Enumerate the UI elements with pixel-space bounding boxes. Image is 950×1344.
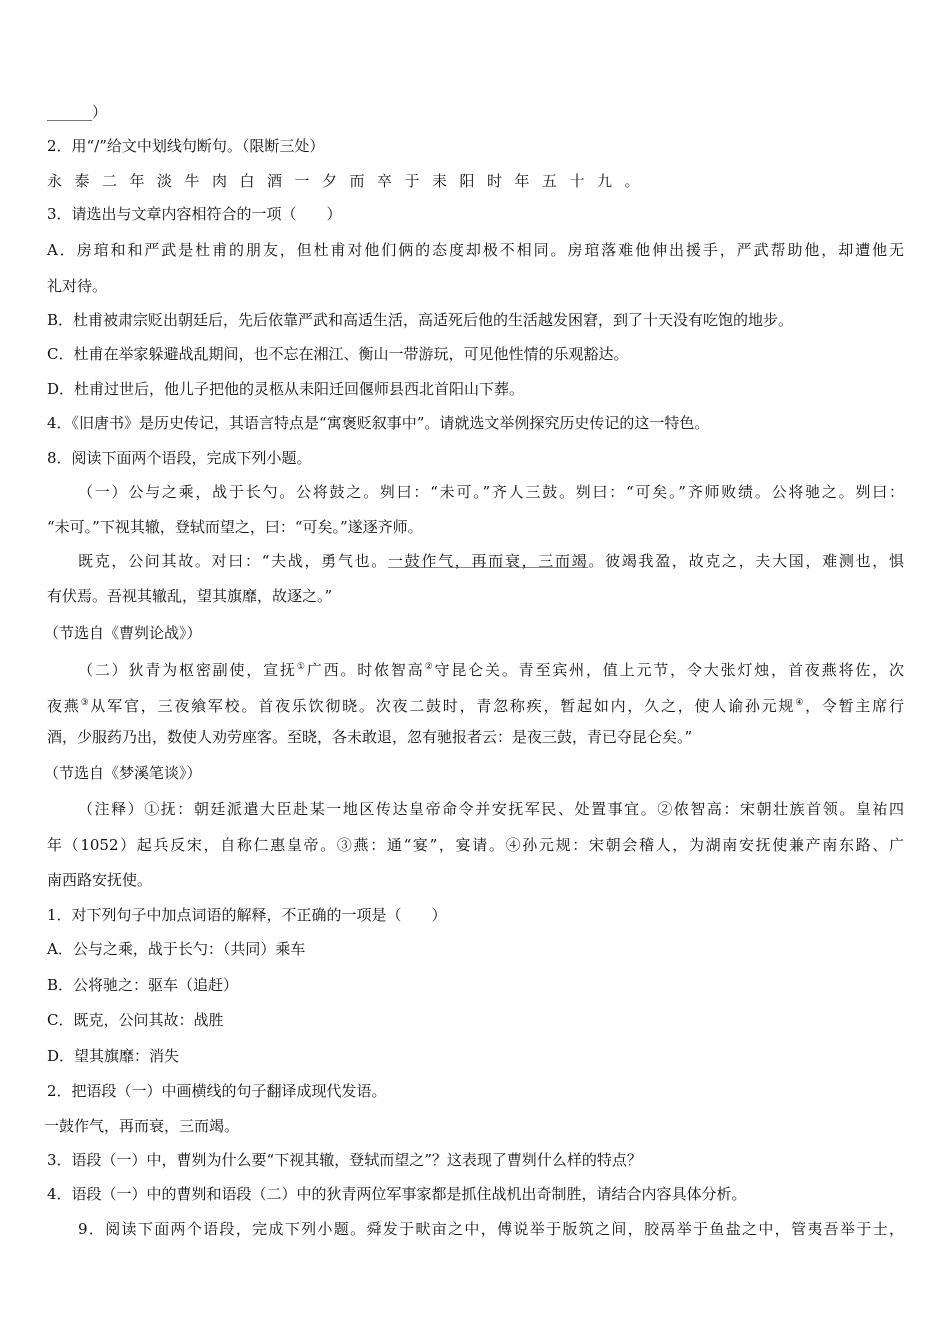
question-9: 9．阅读下面两个语段，完成下列小题。舜发于畎亩之中，傅说举于版筑之间，胶鬲举于鱼盐之中，管夷吾举于士， — [78, 1220, 904, 1238]
subquestion-2-text: 一鼓作气，再而衰，三而竭。 — [44, 1117, 240, 1135]
passage-text: ，令暂主席行 — [805, 697, 904, 715]
passage-3-line3: 酒，少服药乃出，数使人劝劳座客。至晓，各未敢退，忽有驰报者云：是夜三鼓，青已夺昆仑矣。” — [47, 728, 693, 746]
notes-line1: （注释）①抚：朝廷派遣大臣赴某一地区传达皇帝命令并安抚军民、处置事宜。②侬智高：宋朝壮族首领。皇祐四 — [78, 800, 904, 818]
source-2: （节选自《梦溪笔谈》） — [44, 764, 202, 782]
passage-text: 。彼竭我盈，故克之，夫大国，难测也，惧 — [588, 552, 904, 570]
passage-text: 既克，公问其故。对曰：“夫战，勇气也。 — [78, 552, 388, 570]
subquestion-1: 1．对下列句子中加点词语的解释，不正确的一项是（ ） — [47, 906, 447, 924]
option-1a: A．公与之乘，战于长勺：（共同）乘车 — [47, 940, 306, 958]
footnote-marker: ③ — [80, 698, 91, 708]
footnote-marker: ② — [424, 662, 435, 672]
option-3a-line1: A．房琯和和严武是杜甫的朋友，但杜甫对他们俩的态度却极不相同。房琯落难他伸出援手，严武帮助他，却遭他无 — [47, 241, 904, 259]
passage-text: （二）狄青为枢密副使，宣抚 — [78, 661, 297, 679]
passage-3-line1 — [78, 657, 904, 680]
passage-3-line2 — [47, 693, 904, 716]
footnote-marker: ① — [296, 662, 307, 672]
option-1b: B．公将驰之：驱车（追赶） — [47, 976, 239, 994]
notes-line2: 年（1052）起兵反宋，自称仁惠皇帝。③燕：通“宴”，宴请。④孙元规：宋朝会稽人，为湖南安抚使兼产南东路、广 — [47, 836, 904, 854]
option-3c: C．杜甫在举家躲避战乱期间，也不忘在湘江、衡山一带游玩，可见他性情的乐观豁达。 — [47, 345, 629, 363]
notes-line3: 南西路安抚使。 — [47, 871, 153, 889]
passage-text: 从军官，三夜飨军校。首夜乐饮彻晓。次夜二鼓时，青忽称疾，暂起如内，久之，使人谕孙元规 — [90, 697, 796, 715]
subquestion-2: 2．把语段（一）中画横线的句子翻译成现代发语。 — [47, 1082, 387, 1100]
question-8: 8．阅读下面两个语段，完成下列小题。 — [47, 449, 312, 467]
passage-text: 夜燕 — [47, 697, 81, 715]
passage-2-line1 — [78, 551, 904, 571]
question-3: 3．请选出与文章内容相符合的一项（ ） — [47, 205, 342, 223]
option-3d: D．杜甫过世后，他儿子把他的灵柩从耒阳迁回偃师县西北首阳山下葬。 — [47, 380, 525, 398]
passage-1-line1: （一）公与之乘，战于长勺。公将鼓之。刿曰：“未可。”齐人三鼓。刿曰：“可矣。”齐师败绩。公将驰之。刿曰： — [78, 483, 904, 501]
source-1: （节选自《曹刿论战》） — [44, 624, 202, 642]
passage-text: 广西。时侬智高 — [306, 661, 425, 679]
passage-text: 守昆仑关。青至宾州，值上元节，令大张灯烛，首夜燕将佐，次 — [434, 661, 904, 679]
question-2: 2．用“/”给文中划线句断句。（限断三处） — [47, 137, 325, 155]
passage-2-line2: 有伏焉。吾视其辙乱，望其旗靡，故逐之。” — [47, 587, 333, 605]
answer-blank: ______） — [47, 103, 108, 121]
passage-1-line2: “未可。”下视其辙，登轼而望之，曰：“可矣。”遂逐齐师。 — [47, 518, 423, 536]
option-3a-line2: 礼对待。 — [47, 277, 108, 295]
option-1c: C．既克，公问其故：战胜 — [47, 1011, 224, 1029]
underlined-sentence: 一鼓作气，再而衰，三而竭 — [387, 552, 589, 570]
question-2-text: 永泰二年淡牛肉白酒一夕而卒于耒阳时年五十九。 — [47, 172, 653, 190]
question-4: 4．《旧唐书》是历史传记，其语言特点是“寓褒贬叙事中”。请就选文举例探究历史传记的这一特色。 — [47, 414, 710, 432]
subquestion-3: 3．语段（一）中，曹刿为什么要“下视其辙，登轼而望之”？这表现了曹刿什么样的特点？ — [47, 1151, 642, 1169]
footnote-marker: ④ — [795, 698, 806, 708]
subquestion-4: 4．语段（一）中的曹刿和语段（二）中的狄青两位军事家都是抓住战机出奇制胜，请结合内容具体分析。 — [47, 1185, 747, 1203]
option-3b: B．杜甫被肃宗贬出朝廷后，先后依靠严武和高适生活，高适死后他的生活越发困窘，到了十天没有吃饱的地步。 — [47, 311, 794, 329]
option-1d: D．望其旗靡：消失 — [47, 1047, 180, 1065]
